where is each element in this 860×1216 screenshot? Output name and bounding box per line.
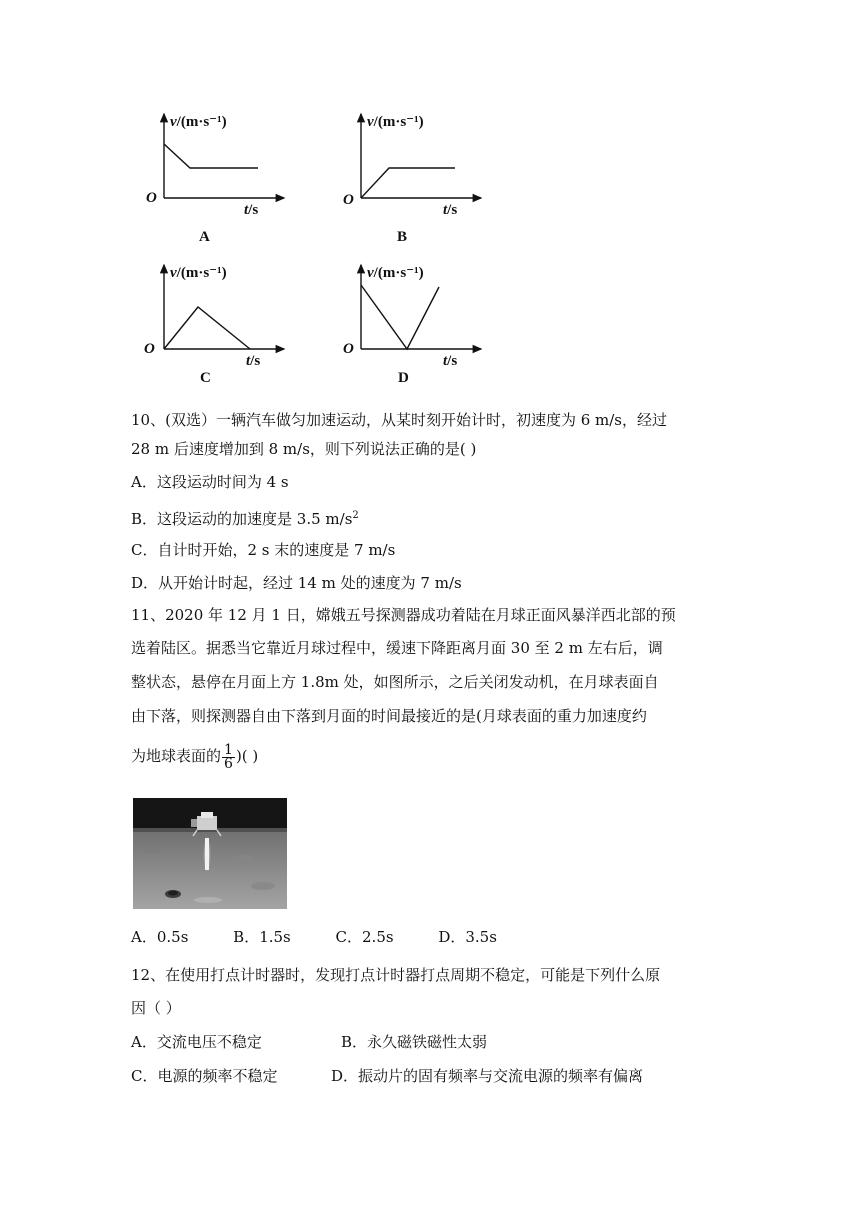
graph-a-x-label: t/s — [244, 202, 259, 218]
q12-option-a: A．交流电压不稳定 — [131, 1033, 262, 1051]
graph-b-origin: O — [343, 192, 354, 208]
graph-d-caption: D — [398, 370, 409, 386]
graph-d-curve — [361, 285, 439, 349]
q11-option-a: A．0.5s — [131, 928, 189, 946]
q10-stem-line-1: 10、(双选）一辆汽车做匀加速运动，从某时刻开始计时，初速度为 6 m/s，经过 — [131, 411, 667, 429]
graph-c-curve — [164, 307, 250, 349]
q12-options-row-2 — [131, 1066, 644, 1086]
q11-option-b: B．1.5s — [233, 928, 291, 946]
graph-a-y-label: v/(m·s⁻¹) — [170, 114, 227, 130]
graph-b-x-label: t/s — [443, 202, 458, 218]
graph-b-curve — [361, 168, 455, 198]
graph-c — [144, 261, 288, 381]
q11-stem-line-3: 整状态，悬停在月面上方 1.8m 处，如图所示，之后关闭发动机，在月球表面自 — [131, 673, 659, 691]
graph-a-origin: O — [146, 190, 157, 206]
q12-options-row-1 — [131, 1032, 488, 1052]
graph-b — [345, 110, 485, 230]
q11-stem-line-5: 为地球表面的 $\frac{1}{6}$ )( ) — [131, 741, 259, 772]
graph-b-caption: B — [397, 229, 408, 245]
q11-option-d: D．3.5s — [438, 928, 497, 946]
fraction-one-sixth: $\frac{1}{6}$ — [224, 741, 233, 772]
q12-stem-line-2: 因（ ） — [131, 999, 181, 1017]
graph-c-x-label: t/s — [246, 353, 261, 369]
graph-d-origin: O — [343, 341, 354, 357]
graph-a-caption: A — [199, 229, 210, 245]
q11-stem-line-2: 选着陆区。据悉当它靠近月球过程中，缓速下降距离月面 30 至 2 m 左右后，调 — [131, 639, 663, 657]
q12-stem-line-1: 12、在使用打点计时器时，发现打点计时器打点周期不稳定，可能是下列什么原 — [131, 966, 661, 984]
q11-option-c: C．2.5s — [335, 928, 394, 946]
q10-option-c: C．自计时开始，2 s 末的速度是 7 m/s — [131, 541, 396, 559]
graph-a — [148, 110, 288, 230]
q12-option-b: B．永久磁铁磁性太弱 — [341, 1033, 488, 1051]
graph-b-y-label: v/(m·s⁻¹) — [367, 114, 424, 130]
q10-option-a: A．这段运动时间为 4 s — [131, 473, 289, 491]
q10-stem-line-2: 28 m 后速度增加到 8 m/s，则下列说法正确的是( ) — [131, 440, 477, 458]
q12-option-c: C．电源的频率不稳定 — [131, 1067, 278, 1085]
graph-c-caption: C — [200, 370, 211, 386]
q10-option-d: D．从开始计时起，经过 14 m 处的速度为 7 m/s — [131, 574, 462, 592]
q12-option-d: D．振动片的固有频率与交流电源的频率有偏离 — [331, 1067, 644, 1085]
graph-d-y-label: v/(m·s⁻¹) — [367, 265, 424, 281]
graph-c-origin: O — [144, 341, 155, 357]
q10-option-b: B．这段运动的加速度是 3.5 $m/s^2$ — [131, 510, 359, 528]
graph-a-curve — [164, 144, 258, 168]
q11-options — [131, 927, 497, 947]
graph-c-y-label: v/(m·s⁻¹) — [170, 265, 227, 281]
q11-stem-line-4: 由下落，则探测器自由下落到月面的时间最接近的是(月球表面的重力加速度约 — [131, 707, 647, 725]
q11-stem-line-1: 11、2020 年 12 月 1 日，嫦娥五号探测器成功着陆在月球正面风暴洋西北部的预 — [131, 606, 676, 624]
graph-d — [345, 261, 485, 381]
lunar-lander-photo — [133, 798, 287, 909]
graph-d-x-label: t/s — [443, 353, 458, 369]
